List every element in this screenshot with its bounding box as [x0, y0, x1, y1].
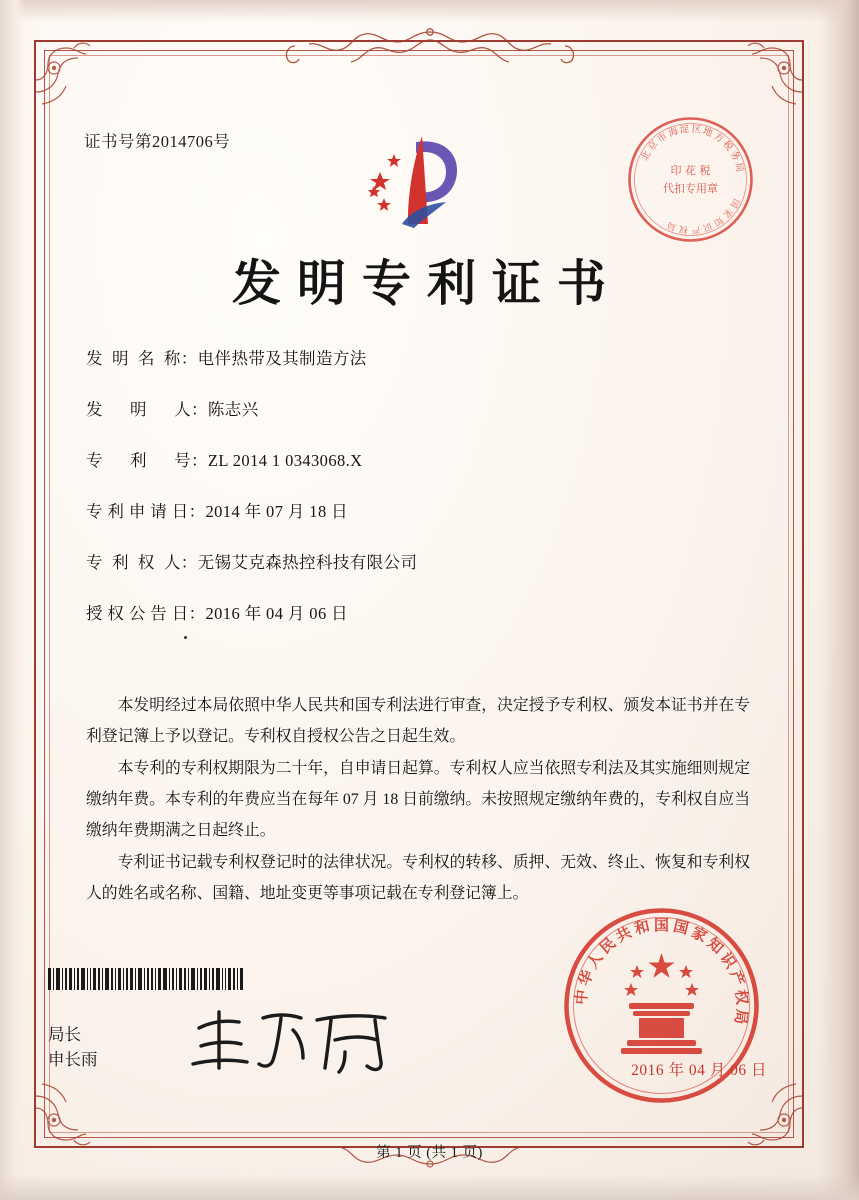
svg-text:区: 区 — [691, 123, 702, 136]
svg-text:识: 识 — [716, 949, 740, 972]
svg-text:市: 市 — [655, 130, 670, 146]
tax-stamp-seal — [623, 112, 758, 247]
field-patent-number — [86, 447, 746, 471]
svg-text:民: 民 — [596, 933, 620, 958]
svg-text:中: 中 — [571, 988, 592, 1006]
paper-edge-left — [0, 0, 26, 1200]
top-scroll-ornament — [265, 26, 595, 72]
svg-text:印 花 税: 印 花 税 — [670, 164, 711, 177]
field-invention-name — [86, 345, 746, 369]
barcode — [48, 968, 276, 990]
paper-edge-top — [0, 0, 859, 22]
svg-text:国: 国 — [653, 916, 670, 934]
field-list — [86, 345, 746, 651]
svg-text:方: 方 — [711, 130, 726, 146]
svg-text:淀: 淀 — [679, 123, 690, 136]
svg-text:国: 国 — [727, 196, 741, 210]
svg-text:地: 地 — [701, 125, 714, 140]
field-label: 授 权 公 告 日： — [86, 604, 206, 623]
svg-text:和: 和 — [632, 916, 652, 938]
paragraph-2: 本专利的专利权期限为二十年，自申请日起算。专利权人应当依照专利法及其实施细则规定缴纳年费。本专利的年费应当在每年 07 月 18 日前缴纳。未按照规定缴纳年费的，专利权自应当缴纳年费期满之日起终止。 — [86, 760, 750, 839]
paragraph-1: 本发明经过本局依照中华人民共和国专利法进行审查，决定授予专利权、颁发本证书并在专利登记簿上予以登记。专利权自授权公告之日起生效。 — [86, 697, 750, 745]
svg-text:北: 北 — [639, 149, 654, 163]
signature-title-label: 局长 — [48, 1025, 81, 1044]
field-label: 专 利 申 请 日： — [86, 502, 206, 521]
svg-text:局: 局 — [731, 1008, 752, 1026]
field-label: 发 明 人： — [86, 400, 208, 419]
svg-text:税: 税 — [720, 138, 735, 154]
seal-date: 2016 年 04 月 06 日 — [631, 1062, 767, 1079]
svg-text:识: 识 — [701, 219, 714, 233]
field-label: 专 利 号： — [86, 451, 208, 470]
svg-text:务: 务 — [727, 149, 742, 163]
svg-text:人: 人 — [583, 949, 607, 972]
field-value: ZL 2014 1 0343068.X — [207, 451, 363, 470]
svg-text:京: 京 — [646, 138, 661, 154]
field-label: 发 明 名 称： — [86, 349, 198, 368]
svg-text:知: 知 — [703, 933, 727, 958]
ink-dot-mark — [184, 636, 187, 639]
handwritten-signature — [185, 1002, 420, 1078]
paper-edge-right — [819, 0, 859, 1200]
paper-edge-bottom — [0, 1174, 859, 1200]
field-label: 专 利 权 人： — [86, 553, 198, 572]
svg-text:产: 产 — [690, 223, 701, 235]
svg-text:代扣专用章: 代扣专用章 — [663, 182, 718, 195]
field-patentee — [86, 549, 746, 573]
field-application-date — [86, 498, 746, 522]
field-inventor — [86, 396, 746, 420]
field-value: 无锡艾克森热控科技有限公司 — [197, 553, 418, 572]
svg-text:产: 产 — [726, 967, 749, 989]
svg-text:权: 权 — [731, 988, 752, 1006]
svg-text:共: 共 — [612, 922, 635, 946]
legal-text — [86, 690, 750, 910]
page-footer: 第 1 页 (共 1 页) — [376, 1145, 483, 1161]
certificate-number: 证书号第2014706号 — [84, 132, 231, 151]
svg-text:国: 国 — [671, 916, 691, 938]
svg-text:华: 华 — [574, 967, 597, 989]
field-value: 电伴热带及其制造方法 — [197, 349, 367, 368]
svg-text:家: 家 — [720, 205, 735, 220]
signature-name-label: 申长雨 — [48, 1050, 98, 1069]
field-value: 2016 年 04 月 06 日 — [205, 604, 349, 623]
field-grant-announcement-date — [86, 600, 746, 624]
page-title: 发明专利证书 — [231, 254, 622, 312]
svg-text:海: 海 — [667, 125, 680, 140]
svg-text:家: 家 — [688, 922, 711, 946]
field-value: 陈志兴 — [207, 400, 259, 419]
sipo-logo-icon — [350, 128, 490, 238]
svg-text:局: 局 — [732, 161, 746, 174]
svg-text:权: 权 — [678, 222, 689, 235]
svg-text:局: 局 — [665, 219, 679, 232]
field-value: 2014 年 07 月 18 日 — [205, 502, 349, 521]
paragraph-3: 专利证书记载专利权登记时的法律状况。专利权的转移、质押、无效、终止、恢复和专利权人的姓名或名称、国籍、地址变更等事项记载在专利登记簿上。 — [86, 854, 750, 902]
svg-text:知: 知 — [711, 213, 725, 228]
signature-block — [48, 1022, 98, 1072]
